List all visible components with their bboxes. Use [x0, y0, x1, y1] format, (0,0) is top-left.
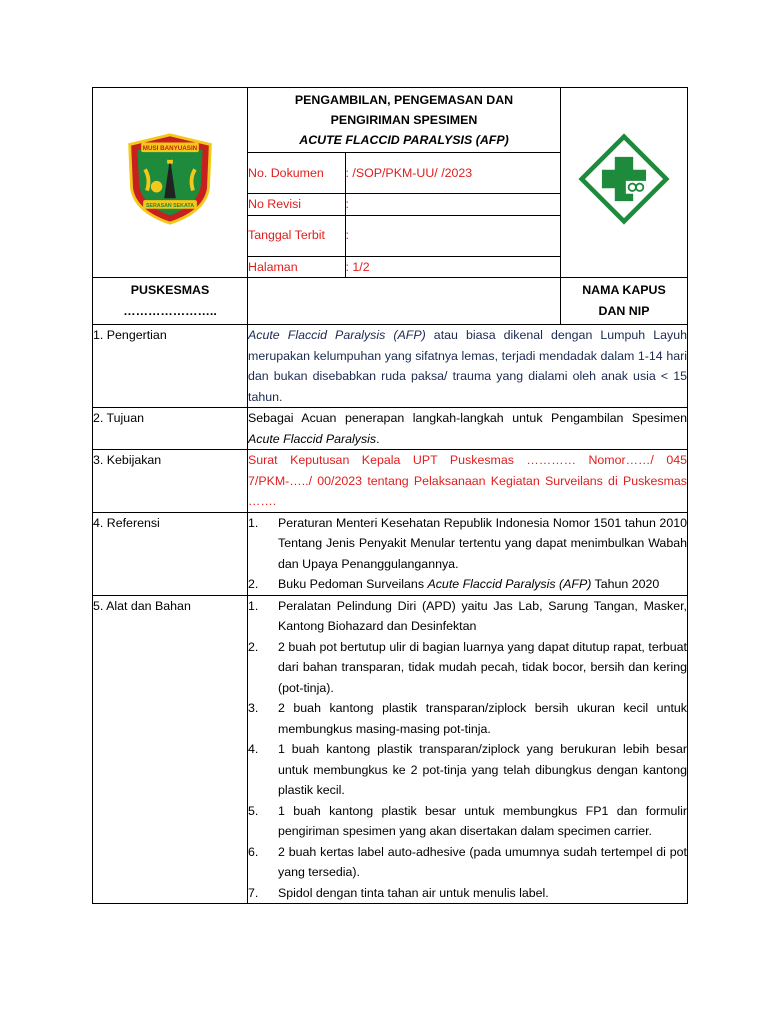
- field-value-no-revisi: :: [345, 194, 560, 216]
- section-label-kebijakan: 3. Kebijakan: [93, 450, 248, 513]
- document-title: [248, 88, 560, 152]
- sign-row: [93, 278, 688, 325]
- left-logo-cell: [93, 88, 248, 278]
- list-item: [248, 698, 687, 739]
- section-row-alat-bahan: [93, 595, 688, 904]
- pengertian-text: atau biasa dikenal dengan Lumpuh Layuh merupakan kelumpuhan yang sifatnya lemas, terjadi mendadak dalam 1-14 hari dan bukan disebabkan ruda paksa/ trauma yang dialami oleh anak usia < 15 tahun.: [248, 328, 687, 404]
- list-item-text: Spidol dengan tinta tahan air untuk menulis label.: [278, 885, 549, 900]
- list-item: [248, 513, 687, 575]
- puskesmas-cell: [93, 278, 248, 325]
- list-item: [248, 883, 687, 904]
- field-label-halaman: Halaman: [248, 256, 345, 277]
- alat-bahan-list: [248, 596, 687, 904]
- list-item: [248, 637, 687, 699]
- field-value-no-dokumen: : /SOP/PKM-UU/ /2023: [345, 153, 560, 194]
- sop-document-table: [92, 87, 688, 904]
- section-row-referensi: [93, 512, 688, 595]
- field-row: [248, 194, 560, 216]
- field-label-no-dokumen: No. Dokumen: [248, 153, 345, 194]
- field-label-no-revisi: No Revisi: [248, 194, 345, 216]
- tujuan-end: .: [376, 431, 380, 446]
- list-number: 3.: [248, 701, 259, 715]
- field-row: [248, 153, 560, 194]
- field-label-tanggal-terbit: Tanggal Terbit: [248, 215, 345, 256]
- kapus-label: NAMA KAPUS: [582, 283, 666, 297]
- section-label-pengertian: 1. Pengertian: [93, 325, 248, 408]
- section-row-kebijakan: [93, 450, 688, 513]
- list-item-text: 2 buah kertas label auto-adhesive (pada umumnya sudah tertempel di pot yang tersedia).: [278, 844, 687, 879]
- section-label-referensi: 4. Referensi: [93, 512, 248, 595]
- list-number: 2.: [248, 577, 259, 591]
- section-row-pengertian: [93, 325, 688, 408]
- tujuan-italic: Acute Flaccid Paralysis: [248, 431, 377, 446]
- list-number: 1.: [248, 598, 259, 613]
- list-item-text: 2 buah pot bertutup ulir di bagian luarnya yang dapat ditutup rapat, terbuat dari bahan transparan, tidak mudah pecah, tidak bocor, bersih dan kering (pot-tinja).: [278, 639, 687, 695]
- title-line-2: PENGIRIMAN SPESIMEN: [330, 113, 478, 127]
- list-item: [248, 596, 687, 637]
- section-row-tujuan: [93, 408, 688, 450]
- tujuan-text: Sebagai Acuan penerapan langkah-langkah untuk Pengambilan Spesimen: [248, 411, 687, 425]
- musi-banyuasin-emblem-icon: [122, 131, 218, 227]
- header-center-cell: [248, 88, 561, 278]
- title-line-1: PENGAMBILAN, PENGEMASAN DAN: [294, 93, 514, 107]
- puskesmas-cross-logo-icon: [578, 133, 670, 225]
- list-item: [248, 739, 687, 801]
- list-item-text: Peraturan Menteri Kesehatan Republik Indonesia Nomor 1501 tahun 2010 Tentang Jenis Penyakit Menular tertentu yang dapat menimbulkan Wabah dan Upaya Penanggulangannya.: [278, 515, 687, 571]
- field-value-halaman: : 1/2: [345, 256, 560, 277]
- list-item-text-end: Tahun 2020: [591, 577, 660, 591]
- section-content-alat-bahan: [248, 595, 688, 904]
- field-row: [248, 256, 560, 277]
- list-item-text: Peralatan Pelindung Diri (APD) yaitu Jas Lab, Sarung Tangan, Masker, Kantong Biohazard dan Desinfektan: [278, 598, 687, 633]
- list-number: 6.: [248, 844, 259, 859]
- kapus-cell: [561, 278, 688, 325]
- list-number: 2.: [248, 639, 259, 654]
- section-label-alat-bahan: 5. Alat dan Bahan: [93, 595, 248, 904]
- section-content-tujuan: [248, 408, 688, 450]
- list-item: [248, 842, 687, 883]
- list-item-text: 1 buah kantong plastik besar untuk membungkus FP1 dan formulir pengiriman spesimen yang akan disertakan dalam specimen carrier.: [278, 803, 687, 838]
- puskesmas-name-placeholder: …………………..: [123, 303, 217, 318]
- section-content-pengertian: [248, 325, 688, 408]
- list-number: 1.: [248, 515, 259, 530]
- list-item: [248, 801, 687, 842]
- list-item-text: 2 buah kantong plastik transparan/ziplock bersih ukuran kecil untuk membungkus masing-masing pot-tinja.: [278, 701, 687, 736]
- title-line-3: ACUTE FLACCID PARALYSIS (AFP): [299, 133, 509, 147]
- emblem-text: MUSI BANYUASIN: [142, 145, 198, 153]
- afp-term: Acute Flaccid Paralysis (AFP): [248, 328, 426, 342]
- list-item-italic: Acute Flaccid Paralysis (AFP): [427, 577, 592, 591]
- kapus-nip-label: DAN NIP: [598, 303, 650, 318]
- list-item-text: Buku Pedoman Surveilans: [278, 577, 428, 591]
- list-item: [248, 574, 687, 595]
- list-number: 4.: [248, 742, 259, 756]
- list-item-text: 1 buah kantong plastik transparan/ziplock yang berukuran lebih besar untuk membungkus ke 2 pot-tinja yang telah dibungkus dengan kantong plastik kecil.: [278, 742, 687, 797]
- emblem-ribbon-text: SERASAN SEKATA: [145, 203, 195, 210]
- puskesmas-label: PUSKESMAS: [130, 283, 210, 297]
- field-row: [248, 215, 560, 256]
- list-number: 5.: [248, 803, 259, 818]
- field-value-tanggal-terbit: :: [345, 215, 560, 256]
- header-row: [93, 88, 688, 278]
- section-content-referensi: [248, 512, 688, 595]
- section-label-tujuan: 2. Tujuan: [93, 408, 248, 450]
- list-number: 7.: [248, 885, 259, 900]
- referensi-list: [248, 513, 687, 595]
- sign-empty-cell: [248, 278, 561, 325]
- right-logo-cell: [561, 88, 688, 278]
- section-content-kebijakan: Surat Keputusan Kepala UPT Puskesmas ………… Nomor……/ 045 7/PKM-…../ 00/2023 tentang Pelaksanaan Kegiatan Surveilans di Puskesmas …….: [248, 450, 688, 513]
- document-fields: [248, 152, 560, 277]
